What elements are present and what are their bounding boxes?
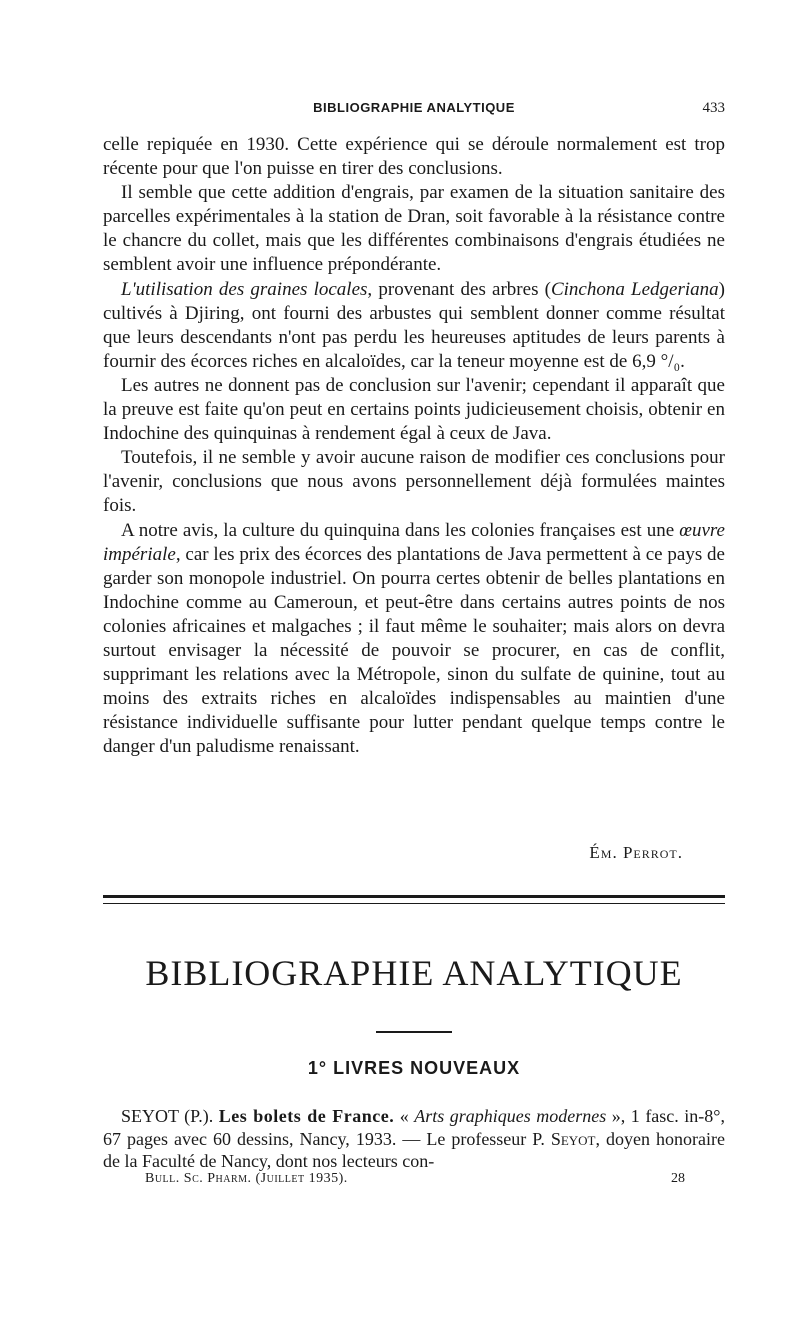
subsection-title: 1° LIVRES NOUVEAUX bbox=[307, 1058, 521, 1078]
page-number: 433 bbox=[702, 100, 725, 116]
text-run: ) cultivés à Djiring, ont fourni des arbustes qui semblent donner comme résultat que leurs descendants n'ont pas perdu les heureuses aptitudes de leurs parents à fournir des écorces riches en alcaloïdes, car la teneur moyenne est de 6,9 °/₀. bbox=[103, 278, 725, 372]
paragraph-2: Il semble que cette addition d'engrais, par examen de la situation sanitaire des parcelles expérimentales à la station de Dran, soit favorable à la résistance contre le chancre du collet, mais que les différentes combinaisons d'engrais étudiées ne semblent avoir une influence prépondérante. bbox=[103, 182, 725, 276]
paragraph-1: celle repiquée en 1930. Cette expérience qui se déroule normalement est trop récente pour que l'on puisse en tirer des conclusions. bbox=[103, 134, 725, 180]
running-title: BIBLIOGRAPHIE ANALYTIQUE bbox=[313, 100, 515, 115]
publisher-name: Arts graphiques modernes bbox=[414, 1106, 607, 1126]
section-divider-thick bbox=[103, 895, 725, 898]
title-underline bbox=[376, 1031, 452, 1033]
entry-paragraph bbox=[103, 1105, 725, 1173]
author-signature: Ém. Perrot. bbox=[589, 843, 683, 862]
section-title: BIBLIOGRAPHIE ANALYTIQUE bbox=[145, 953, 683, 993]
paragraph-3 bbox=[103, 278, 725, 374]
paragraph-6 bbox=[103, 519, 725, 760]
text-run: , provenant des arbres ( bbox=[367, 278, 551, 300]
section-divider-thin bbox=[103, 903, 725, 904]
bibliography-entry bbox=[103, 1105, 725, 1173]
species-name: Cinchona Ledgeriana bbox=[550, 278, 719, 300]
author-name: Seyot bbox=[550, 1128, 596, 1149]
journal-citation: Bull. Sc. Pharm. (Juillet 1935). bbox=[145, 1171, 348, 1186]
page-header bbox=[103, 100, 725, 122]
text-run: , doyen honoraire de la Faculté de Nancy, dont nos lecteurs con- bbox=[103, 1128, 725, 1171]
italic-phrase: œuvre impériale bbox=[103, 519, 725, 565]
sheet-number: 28 bbox=[671, 1171, 685, 1186]
text-run: », 1 fasc. in-8°, 67 pages avec 60 dessins, Nancy, 1933. — Le professeur P. bbox=[103, 1106, 726, 1149]
paragraph-4: Les autres ne donnent pas de conclusion sur l'avenir; cependant il apparaît que la preuve est faite qu'on peut en certains points judicieusement choisis, obtenir en Indochine des quinquinas à rendement égal à ceux de Java. bbox=[103, 374, 725, 445]
text-run: « bbox=[394, 1106, 415, 1126]
italic-phrase: L'utilisation des graines locales bbox=[121, 278, 368, 300]
page-footer bbox=[145, 1171, 685, 1191]
text-run: , car les prix des écorces des plantations de Java permettent à ce pays de garder son monopole industriel. On pourra certes obtenir de belles plantations en Indochine comme au Cameroun, et peut-être dans certains autres points de nos colonies africaines et malgaches ; il faut même le souhaiter; mais alors on devra surtout envisager la nécessité de pouvoir se procurer, en cas de conflit, supprimant les relations avec la Métropole, sinon du sulfate de quinine, tout au moins des extraits riches en alcaloïdes indispensables au maintien d'une résistance individuelle suffisante pour lutter pendant quelque temps contre le danger d'un paludisme renaissant. bbox=[103, 543, 725, 758]
paragraph-5: Toutefois, il ne semble y avoir aucune raison de modifier ces conclusions pour l'avenir, conclusions que nous avons personnellement déjà formulées maintes fois. bbox=[103, 447, 725, 517]
entry-title: Les bolets de France. bbox=[218, 1106, 395, 1126]
text-run: A notre avis, la culture du quinquina dans les colonies françaises est une bbox=[121, 519, 680, 541]
article-body bbox=[103, 133, 725, 759]
entry-author: SEYOT (P.). bbox=[121, 1106, 219, 1126]
